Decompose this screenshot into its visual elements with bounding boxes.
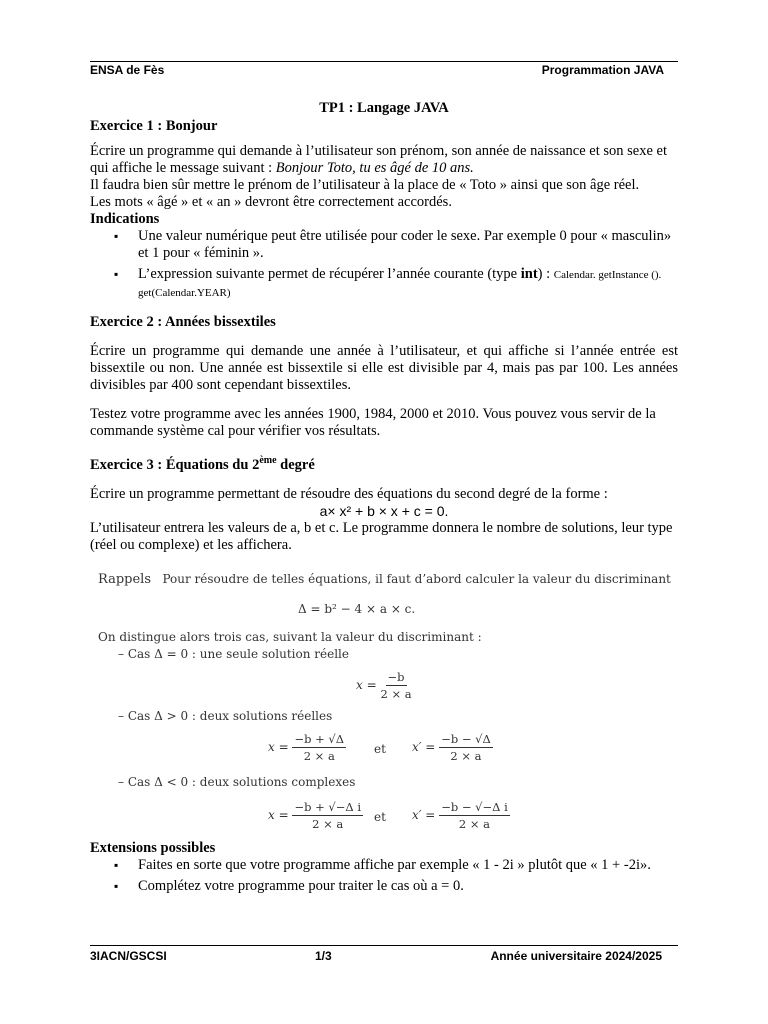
exercise-2-paragraph-1: Écrire un programme qui demande une année à l’utilisateur, et qui affiche si l’année entrée est bissextile ou non. Une année est bissextile si elle est divisible par 4, mais pas par 100. Les années divisibles par 400 sont cependant bissextiles. xyxy=(90,343,678,393)
indications-heading: Indications xyxy=(90,211,160,227)
document-body xyxy=(90,100,678,554)
et-label: et xyxy=(374,810,386,824)
rappels-distinguish: On distingue alors trois cas, suivant la valeur du discriminant : xyxy=(98,630,482,644)
exercise-1-paragraph-3: Les mots « âgé » et « an » devront être correctement accordés. xyxy=(90,194,452,210)
formula-real-root-1: x = $\frac{-b + √\Delta}{2 \times a}$ xyxy=(268,732,345,763)
list-item: ▪ Une valeur numérique peut être utilisée pour coder le sexe. Par exemple 0 pour « masculin» et 1 pour « féminin ». xyxy=(138,228,678,262)
extensions-list xyxy=(90,857,678,895)
indications-list xyxy=(90,228,678,302)
case-delta-negative: – Cas Δ < 0 : deux solutions complexes xyxy=(118,775,356,789)
formula-single-root: x = $\frac{-b}{2 \times a}$ xyxy=(356,670,412,701)
formula-complex-root-2: x′ = $\frac{\text{−b − √−Δ i}}{2 \times a}$ xyxy=(412,800,508,831)
formula-real-root-2: x′ = $\frac{-b - √\Delta}{2 \times a}$ xyxy=(412,732,491,763)
footer-rule xyxy=(90,945,678,946)
rappels-label: Rappels xyxy=(98,572,152,587)
quadratic-equation: a× x² + b × x + c = 0. xyxy=(319,502,449,519)
header-course: Programmation JAVA xyxy=(541,63,664,77)
list-item: ▪ Faites en sorte que votre programme affiche par exemple « 1 - 2i » plutôt que « 1 + -2i». xyxy=(138,857,678,874)
formula-complex-root-1: x = $\frac{\text{−b + √−Δ i}}{2 \times a}$ xyxy=(268,800,362,831)
page-number: 1/3 xyxy=(315,949,332,963)
rappels-intro: Pour résoudre de telles équations, il faut d’abord calculer la valeur du discriminant xyxy=(162,572,671,586)
footer-year: Année universitaire 2024/2025 xyxy=(490,949,662,963)
exercise-1-paragraph-2: Il faudra bien sûr mettre le prénom de l’utilisateur à la place de « Toto » ainsi que son âge réel. xyxy=(90,177,640,193)
list-item: ▪ Complétez votre programme pour traiter le cas où a = 0. xyxy=(138,878,678,895)
document-title: TP1 : Langage JAVA xyxy=(319,100,449,116)
exercise-1-paragraph-1: Écrire un programme qui demande à l’utilisateur son prénom, son année de naissance et son sexe et qui affiche le message suivant : Bonjour Toto, tu es âgé de 10 ans. xyxy=(90,143,667,176)
footer-class: 3IACN/GSCSI xyxy=(90,949,167,963)
list-item: ▪ L’expression suivante permet de récupérer l’année courante (type int) : Calendar. getInstance (). get(Calendar.YEAR) xyxy=(138,266,678,302)
exercise-1-heading: Exercice 1 : Bonjour xyxy=(90,118,218,134)
exercise-3-heading: Exercice 3 : Équations du 2ème degré xyxy=(90,455,315,473)
et-label: et xyxy=(374,742,386,756)
extensions-heading: Extensions possibles xyxy=(90,840,216,856)
exercise-2-heading: Exercice 2 : Années bissextiles xyxy=(90,314,276,330)
header-rule xyxy=(90,61,678,62)
header-school: ENSA de Fès xyxy=(90,63,165,77)
delta-equation: Δ = b² − 4 × a × c. xyxy=(298,602,416,616)
extensions-section xyxy=(90,840,678,899)
exercise-3-paragraph-1: Écrire un programme permettant de résoudre des équations du second degré de la forme : xyxy=(90,485,608,502)
exercise-3-paragraph-2: L’utilisateur entrera les valeurs de a, b et c. Le programme donnera le nombre de solutions, leur type (réel ou complexe) et les affichera. xyxy=(90,519,673,553)
exercise-2-paragraph-2: Testez votre programme avec les années 1900, 1984, 2000 et 2010. Vous pouvez vous servir de la commande système cal pour vérifier vos résultats. xyxy=(90,406,656,439)
case-delta-positive: – Cas Δ > 0 : deux solutions réelles xyxy=(118,709,333,723)
case-delta-zero: – Cas Δ = 0 : une seule solution réelle xyxy=(118,647,349,661)
